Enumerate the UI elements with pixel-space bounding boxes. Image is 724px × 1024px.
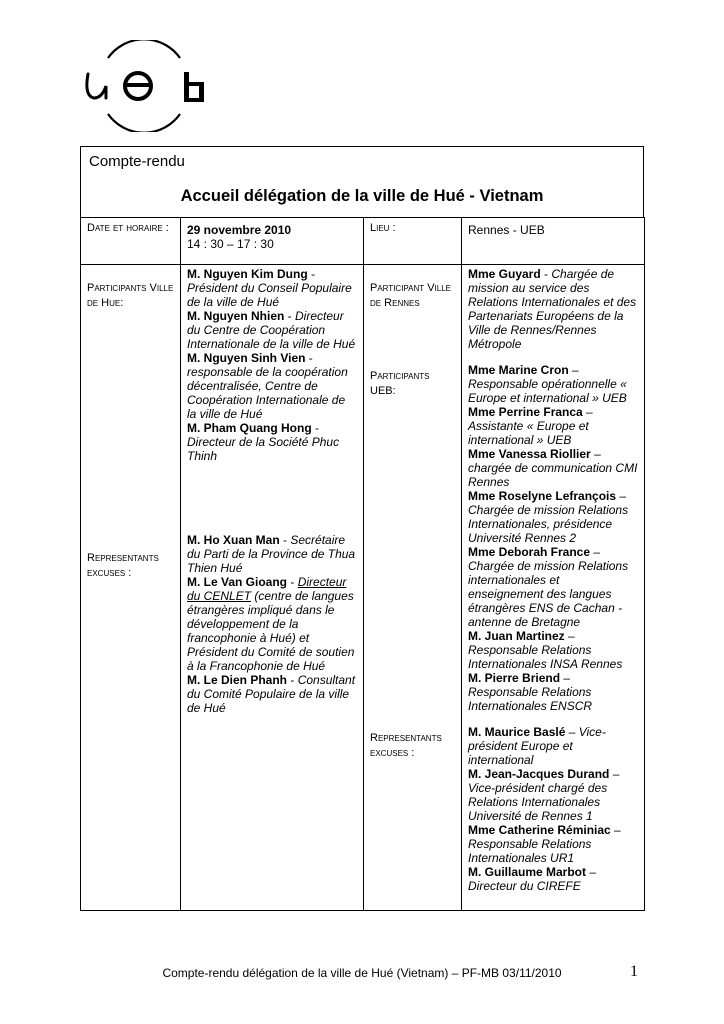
person-entry	[468, 363, 638, 405]
person-entry	[187, 309, 357, 351]
person-role: chargée de communication CMI Rennes	[468, 461, 638, 489]
person-separator: –	[564, 629, 575, 643]
person-role: Directeur du Centre de Coopération Internationale de la ville de Hué	[187, 309, 356, 351]
person-name: M. Le Van Gioang	[187, 575, 288, 589]
person-name: Mme Perrine Franca	[468, 405, 583, 419]
person-entry	[468, 767, 638, 823]
person-name: M. Nguyen Kim Dung	[187, 267, 308, 281]
page-footer: Compte-rendu délégation de la ville de Hué (Vietnam) – PF-MB 03/11/2010	[162, 966, 562, 980]
person-role: Chargée de mission Relations Internationales, présidence Université Rennes 2	[468, 503, 629, 545]
date-label: Date et horaire :	[87, 222, 169, 234]
person-separator: -	[284, 309, 296, 323]
person-separator: -	[287, 673, 298, 687]
person-entry	[468, 545, 638, 629]
person-separator: -	[287, 575, 298, 589]
person-role: Responsable opérationnelle « Europe et international » UEB	[468, 377, 627, 405]
person-entry	[468, 489, 638, 545]
person-name: M. Nguyen Nhien	[187, 309, 285, 323]
person-role: Vice-président Europe et international	[468, 725, 606, 767]
date-label-cell	[81, 218, 181, 265]
person-name: Mme Roselyne Lefrançois	[468, 489, 617, 503]
person-name: Mme Guyard	[468, 267, 541, 281]
person-role: Responsable Relations Internationales INSA Rennes	[468, 643, 623, 671]
person-entry	[468, 267, 638, 351]
person-separator: –	[609, 767, 620, 781]
person-entry	[468, 725, 638, 767]
person-separator: -	[540, 267, 552, 281]
person-entry	[468, 823, 638, 865]
meeting-place: Rennes - UEB	[468, 223, 545, 237]
lieu-label: Lieu :	[370, 222, 396, 234]
person-entry	[187, 421, 357, 463]
person-name: M. Pham Quang Hong	[187, 421, 312, 435]
person-separator: –	[582, 405, 593, 419]
person-separator: -	[311, 421, 320, 435]
person-role: Directeur du CIREFE	[468, 879, 581, 893]
person-separator: –	[565, 725, 579, 739]
hue-participants-list	[187, 267, 357, 463]
person-name: Mme Deborah France	[468, 545, 591, 559]
meeting-time: 14 : 30 – 17 : 30	[187, 237, 274, 251]
excuses-hue-label: Representants excuses :	[87, 552, 159, 579]
person-role: Président du Conseil Populaire de la ville de Hué	[187, 281, 352, 309]
participants-ueb-label: Participants UEB:	[370, 370, 430, 397]
ueb-participants-list	[468, 363, 638, 713]
hue-excuses-list	[187, 533, 357, 715]
person-separator: –	[590, 447, 601, 461]
participant-rennes-label: Participant Ville de Rennes	[370, 282, 452, 309]
person-name: Mme Catherine Réminiac	[468, 823, 611, 837]
participants-row	[81, 265, 645, 911]
person-separator: –	[586, 865, 597, 879]
date-cell	[181, 218, 364, 265]
person-name: M. Ho Xuan Man	[187, 533, 280, 547]
person-entry	[187, 351, 357, 421]
person-name: M. Pierre Briend	[468, 671, 561, 685]
doc-title: Accueil délégation de la ville de Hué - Vietnam	[180, 187, 544, 205]
left-labels-cell	[81, 265, 181, 911]
ueb-logo	[80, 40, 210, 132]
excuses-ueb-label: Representants excuses :	[370, 732, 442, 759]
rennes-participants-list	[468, 267, 638, 351]
person-entry	[468, 447, 638, 489]
person-role: Assistante « Europe et international » UEB	[468, 419, 589, 447]
person-name: M. Nguyen Sinh Vien	[187, 351, 306, 365]
person-name: Mme Vanessa Riollier	[468, 447, 591, 461]
person-separator: -	[307, 267, 316, 281]
lieu-label-cell	[364, 218, 462, 265]
person-entry	[187, 673, 357, 715]
person-name: M. Juan Martinez	[468, 629, 565, 643]
person-entry	[187, 533, 357, 575]
person-role: Vice-président chargé des Relations Internationales Université de Rennes 1	[468, 781, 608, 823]
ueb-excuses-list	[468, 725, 638, 893]
doc-type: Compte-rendu	[89, 153, 185, 170]
meeting-table	[80, 217, 645, 911]
person-role: Responsable Relations Internationales UR1	[468, 837, 592, 865]
person-entry	[468, 671, 638, 713]
person-role: responsable de la coopération décentralisée, Centre de Coopération Internationale de la ville de Hué	[187, 365, 348, 421]
person-role: Chargée de mission au service des Relations Internationales et des Partenariats Européens de la Ville de Rennes/Rennes Métropole	[468, 267, 637, 351]
person-role: Chargée de mission Relations internationales et enseignement des langues étrangères ENS de Cachan - antenne de Bretagne	[468, 559, 629, 629]
person-separator: –	[616, 489, 627, 503]
person-role: Consultant du Comité Populaire de la ville de Hué	[187, 673, 356, 715]
ueb-logo-mark	[80, 40, 210, 132]
person-entry	[468, 405, 638, 447]
meta-row	[81, 218, 645, 265]
lieu-cell	[462, 218, 645, 265]
person-role: (centre de langues étrangères impliqué dans le développement de la francophonie à Hué) et Président du Comité de soutien à la Francophonie de Hué	[187, 589, 355, 673]
person-separator: -	[305, 351, 313, 365]
person-entry	[187, 267, 357, 309]
right-people-cell	[462, 265, 645, 911]
person-role: Directeur de la Société Phuc Thinh	[187, 435, 340, 463]
participants-hue-label: Participants Ville de Hue:	[87, 282, 174, 309]
page-number: 1	[630, 963, 638, 980]
person-role: Responsable Relations Internationales ENSCR	[468, 685, 593, 713]
person-entry	[187, 575, 357, 673]
header-box	[80, 146, 644, 218]
left-people-cell	[181, 265, 364, 911]
person-role: Secrétaire du Parti de la Province de Thua Thien Hué	[187, 533, 356, 575]
person-name: M. Guillaume Marbot	[468, 865, 587, 879]
person-role-underlined: Directeur du CENLET	[187, 575, 347, 603]
person-separator: –	[610, 823, 621, 837]
person-entry	[468, 865, 638, 893]
person-separator: -	[279, 533, 291, 547]
person-separator: –	[590, 545, 601, 559]
right-labels-cell	[364, 265, 462, 911]
meeting-date: 29 novembre 2010	[187, 223, 292, 237]
person-separator: –	[568, 363, 579, 377]
person-name: M. Le Dien Phanh	[187, 673, 288, 687]
person-separator: –	[560, 671, 571, 685]
person-name: Mme Marine Cron	[468, 363, 569, 377]
person-name: M. Maurice Baslé	[468, 725, 566, 739]
person-name: M. Jean-Jacques Durand	[468, 767, 610, 781]
person-entry	[468, 629, 638, 671]
